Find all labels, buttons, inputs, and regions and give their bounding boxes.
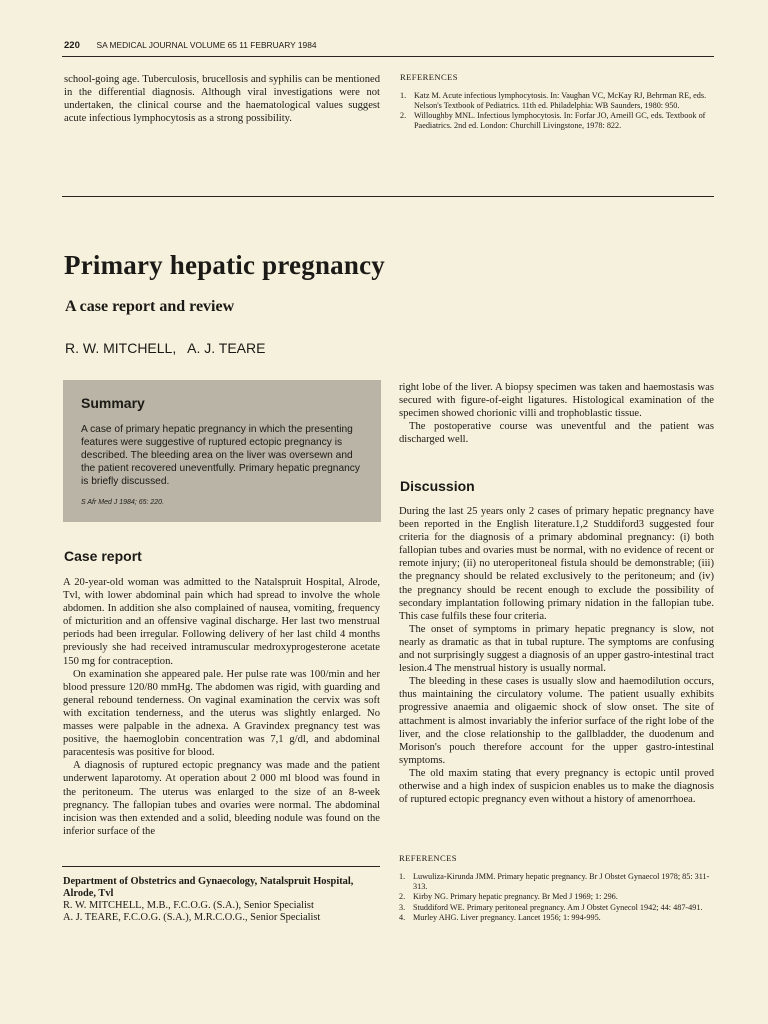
reference-item: 2. Willoughby MNL. Infectious lymphocytosis. In: Forfar JO, Arneill GC, eds. Textbook of Paediatrics. 2nd ed. London: Churchill Livingstone, 1978: 822. (400, 111, 706, 130)
section-divider (62, 196, 714, 197)
affiliation-department: Department of Obstetrics and Gynaecology, Natalspruit Hospital, Alrode, Tvl (63, 876, 354, 899)
bottom-references-heading: REFERENCES (399, 853, 457, 863)
article-title: Primary hepatic pregnancy (64, 250, 385, 280)
header-rule (62, 56, 714, 57)
affiliation-block (63, 876, 380, 924)
article-subtitle: A case report and review (65, 298, 235, 315)
discussion-paragraph: The old maxim stating that every pregnancy is ectopic until proved otherwise and a high index of suspicion enables us to make the diagnosis of ruptured ectopic pregnancy even without a history of amenorrhoea. (399, 767, 714, 806)
summary-heading: Summary (81, 395, 145, 411)
running-header (64, 40, 714, 51)
case-report-continuation (399, 381, 714, 446)
reference-item: 2. Kirby NG. Primary hepatic pregnancy. Br Med J 1969; 1: 296. (399, 892, 618, 902)
discussion-paragraph: During the last 25 years only 2 cases of primary hepatic pregnancy have been reported in the English literature.1,2 Studdiford3 suggested four criteria for the diagnosis of a primary abdominal pregnancy: (i) both fallopian tubes and ovaries must be normal, with no evidence of recent or remote injury; (ii) no uteroperitoneal fistula should be demonstrable; (iii) the pregnancy should be related exclusively to the peritoneum; and (iv) the pregnancy should be recent enough to exclude the possibility of secondary implantation following primary nidation in the fallopian tube. This case fulfils these four criteria. (399, 506, 714, 622)
journal-volume: VOLUME 65 (189, 40, 237, 50)
discussion-paragraph: The bleeding in these cases is usually slow and haemodilution occurs, thus maintaining the circulatory volume. The patient usually exhibits progressive anaemia and oligaemic shock of slow onset. The site of attachment is almost invariably the inferior surface of the right lobe of the liver, and the close relationship to the gallbladder, the duodenum and Morison's pouch therefore account for the upper gastro-intestinal symptoms. (399, 676, 714, 766)
discussion-heading: Discussion (400, 478, 475, 494)
top-references-heading: REFERENCES (400, 72, 458, 82)
reference-item: 1. Luwuliza-Kirunda JMM. Primary hepatic pregnancy. Br J Obstet Gynaecol 1978; 85: 311-313. (399, 872, 710, 891)
reference-item: 4. Murley AHG. Liver pregnancy. Lancet 1956; 1: 994-995. (399, 913, 601, 923)
reference-item: 1. Katz M. Acute infectious lymphocytosis. In: Vaughan VC, McKay RJ, Behrman RE, eds. Nelson's Textbook of Pediatrics. 11th ed. Philadelphia: WB Saunders, 1980: 950. (400, 91, 707, 110)
affiliation-author-2: A. J. TEARE, F.C.O.G. (S.A.), M.R.C.O.G., Senior Specialist (63, 912, 321, 923)
journal-date: 11 FEBRUARY 1984 (239, 40, 317, 50)
article-authors: R. W. MITCHELL, A. J. TEARE (65, 340, 266, 356)
reference-item: 3. Studdiford WE. Primary peritoneal pregnancy. Am J Obstet Gynecol 1942; 44: 487-491. (399, 902, 703, 912)
affiliation-author-1: R. W. MITCHELL, M.B., F.C.O.G. (S.A.), Senior Specialist (63, 900, 314, 911)
postoperative-text: The postoperative course was uneventful and the patient was discharged well. (399, 421, 714, 446)
case-report-continuation-text: right lobe of the liver. A biopsy specimen was taken and haemostasis was secured with figure-of-eight ligatures. Histological examination of the specimen showed chorionic villi and trophoblastic tissue. (399, 382, 714, 420)
discussion-paragraph: The onset of symptoms in primary hepatic pregnancy is slow, not nearly as dramatic as that in tubal rupture. The symptoms are confusing and not surprisingly suggest a diagnosis of an upper gastro-intestinal tract lesion.4 The menstrual history is usually normal. (399, 623, 714, 675)
case-report-heading: Case report (64, 548, 142, 564)
page-number: 220 (64, 40, 80, 51)
bottom-references (399, 853, 714, 924)
case-report-paragraph: A 20-year-old woman was admitted to the Natalspruit Hospital, Alrode, Tvl, with lower abdominal pain which had spread to involve the whole abdomen. In addition she also complained of nausea, vomiting, frequency of micturition and an offensive vaginal discharge. Her last two menstrual periods had been irregular. Following delivery of her last child 4 months previously she had received intramuscular medroxyprogesterone acetate 150 mg for contraception. (63, 577, 380, 667)
top-references (400, 72, 714, 131)
case-report-body (63, 576, 380, 838)
summary-citation: S Afr Med J 1984; 65: 220. (81, 499, 165, 506)
affiliation-rule (62, 866, 380, 867)
discussion-body (399, 505, 714, 806)
case-report-paragraph: A diagnosis of ruptured ectopic pregnancy was made and the patient underwent laparotomy. At operation about 2 000 ml blood was found in the peritoneum. The uterus was enlarged to the size of an 8-week pregnancy. The fallopian tubes and ovaries were normal. The abdominal incision was then extended and a solid, bleeding nodule was found on the inferior surface of the (63, 760, 380, 837)
journal-name: SA MEDICAL JOURNAL (96, 40, 188, 50)
summary-text: A case of primary hepatic pregnancy in which the presenting features were suggestive of ruptured ectopic pregnancy is described. The bleeding area on the liver was oversewn and the patient recovered uneventfully. Primary hepatic pregnancy is briefly discussed. (81, 424, 360, 487)
case-report-paragraph: On examination she appeared pale. Her pulse rate was 100/min and her blood pressure 120/80 mmHg. The abdomen was rigid, with guarding and general rebound tenderness. On vaginal examination the cervix was soft with excitation tenderness, and the uterus was slightly enlarged. No masses were palpable in the adnexa. A Gravindex pregnancy test was positive, the haemoglobin concentration was 7,1 g/dl, and abdominal paracentesis was positive for blood. (63, 668, 380, 759)
summary-box (63, 380, 381, 522)
top-continuation-text: school-going age. Tuberculosis, brucellosis and syphilis can be mentioned in the differential diagnosis. Although viral investigations were not undertaken, the clinical course and the haematological values suggest acute infectious lymphocytosis as a strong possibility. (64, 74, 380, 125)
top-continuation (64, 73, 380, 125)
